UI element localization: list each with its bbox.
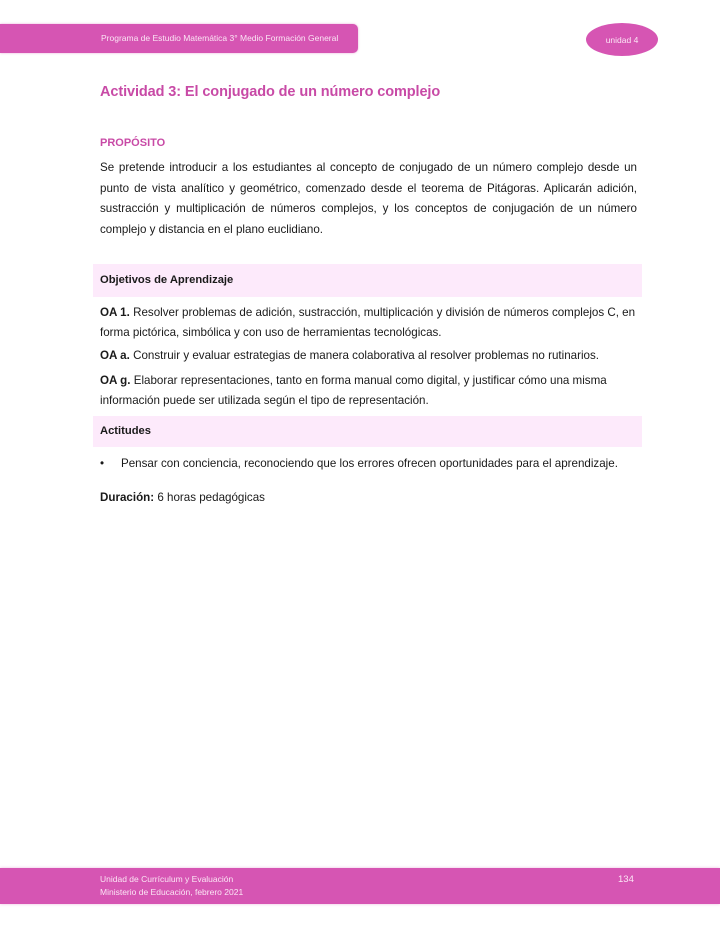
objective-text: Construir y evaluar estrategias de manera colaborativa al resolver problemas no rutinarios. <box>129 349 599 362</box>
page-number: 134 <box>618 874 634 885</box>
objective-code: OA 1. <box>100 306 130 319</box>
footer-unit: Unidad de Currículum y Evaluación <box>100 874 234 884</box>
objective-text: Resolver problemas de adición, sustracción, multiplicación y división de números complejos C, en forma pictórica, simbólica y con uso de herramientas tecnológicas. <box>100 306 636 339</box>
objective-code: OA g. <box>100 374 131 387</box>
unit-badge: unidad 4 <box>586 23 658 56</box>
bullet-icon: • <box>100 457 105 470</box>
duration-value: 6 horas pedagógicas <box>154 491 265 504</box>
header-bar <box>0 24 358 53</box>
objective-oa-1 <box>100 303 637 342</box>
duration <box>100 489 265 507</box>
activity-title: Actividad 3: El conjugado de un número complejo <box>100 84 441 100</box>
footer-ministry: Ministerio de Educación, febrero 2021 <box>100 887 244 897</box>
objectives-heading: Objetivos de Aprendizaje <box>100 274 234 286</box>
footer-bar <box>0 868 720 904</box>
purpose-text: Se pretende introducir a los estudiantes al concepto de conjugado de un número complejo desde un punto de vista analítico y geométrico, comenzado desde el teorema de Pitágoras. Aplicarán adición, sustracción y multiplicación de números complejos, y los conceptos de conjugación de un número complejo y distancia en el plano euclidiano. <box>100 161 637 236</box>
attitude-text: Pensar con conciencia, reconociendo que los errores ofrecen oportunidades para el aprendizaje. <box>121 457 618 470</box>
objective-text: Elaborar representaciones, tanto en forma manual como digital, y justificar cómo una misma información puede ser utilizada según el tipo de representación. <box>100 374 607 407</box>
objective-oa-g <box>100 371 637 410</box>
program-title: Programa de Estudio Matemática 3° Medio Formación General <box>101 33 339 43</box>
attitudes-heading: Actitudes <box>100 425 151 437</box>
attitude-list-item <box>100 455 640 473</box>
purpose-heading: PROPÓSITO <box>100 137 166 149</box>
objective-oa-a <box>100 346 637 366</box>
duration-label: Duración: <box>100 491 155 504</box>
objectives-box <box>93 264 642 297</box>
attitudes-box <box>93 416 642 447</box>
objective-code: OA a. <box>100 349 130 362</box>
